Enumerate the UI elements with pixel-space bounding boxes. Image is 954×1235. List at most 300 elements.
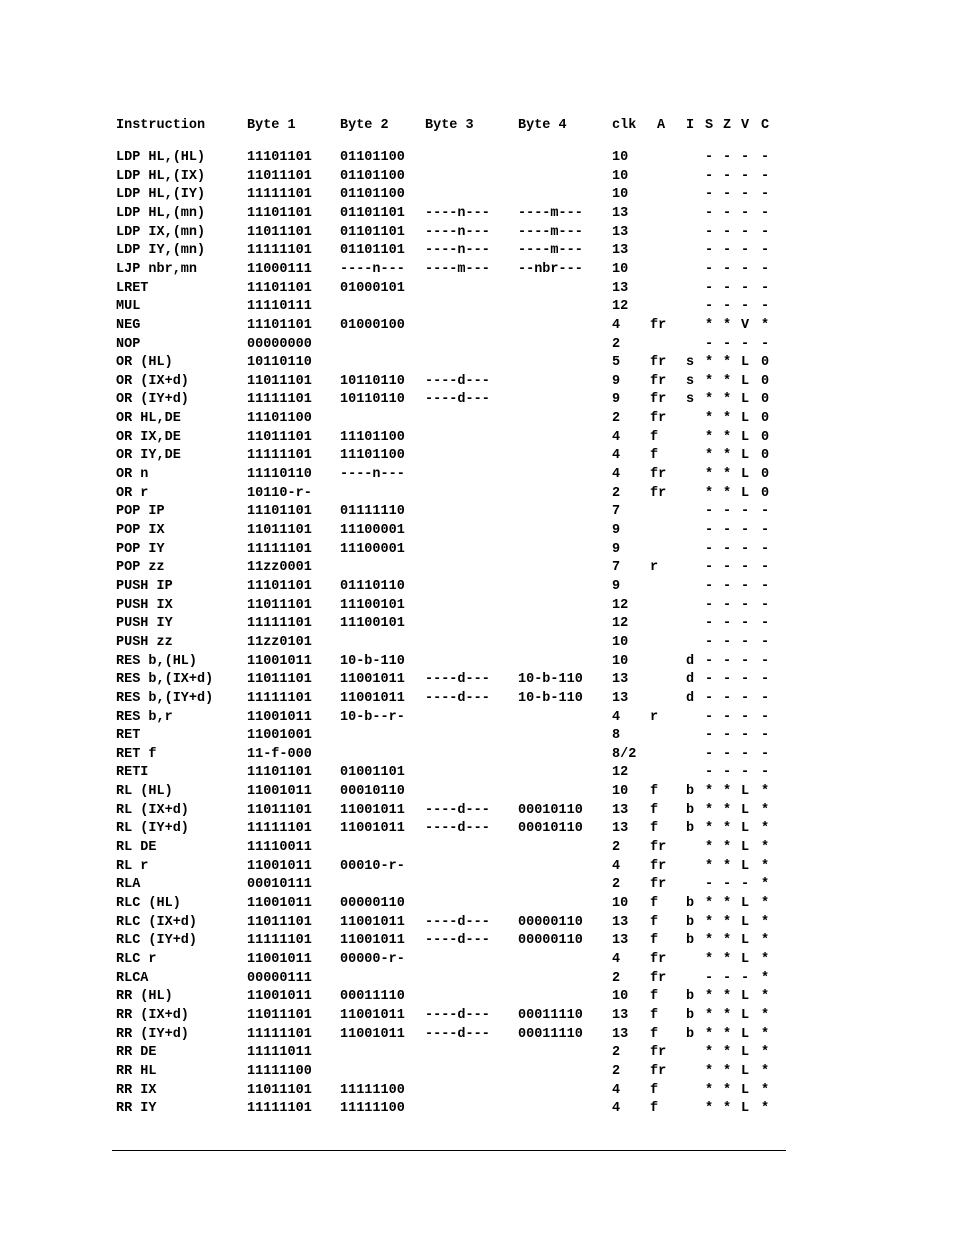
s-flag-cell: * (705, 840, 714, 855)
z-flag-cell: - (723, 746, 732, 762)
z-flag-cell: - (723, 150, 732, 165)
byte1-cell: 11011101 (247, 224, 312, 240)
byte3-cell: ----d--- (425, 933, 490, 949)
byte2-cell: 11111100 (340, 1101, 405, 1117)
instruction-cell: LRET (116, 280, 149, 296)
byte2-cell: 11001011 (340, 933, 405, 949)
v-flag-cell: - (741, 653, 750, 669)
c-flag-cell: 0 (761, 411, 770, 427)
byte3-cell: ----m--- (425, 261, 490, 277)
byte4-cell: 00010110 (518, 821, 583, 837)
table-row (0, 522, 954, 540)
instruction-cell: OR r (116, 485, 149, 501)
table-row (0, 671, 954, 689)
table-row (0, 839, 954, 857)
table-row (0, 447, 954, 465)
z-flag-cell: - (723, 280, 732, 296)
v-flag-cell: - (741, 541, 750, 557)
z-flag-cell: * (723, 914, 732, 930)
byte1-cell: 11111101 (247, 392, 312, 408)
byte1-cell: 11011101 (247, 373, 312, 389)
header-c: C (761, 118, 770, 133)
s-flag-cell: - (705, 261, 714, 277)
v-flag-cell: - (741, 187, 750, 203)
c-flag-cell: 0 (761, 392, 770, 408)
clk-cell: 10 (612, 989, 629, 1005)
table-row (0, 914, 954, 932)
byte2-cell: 01101101 (340, 243, 405, 259)
v-flag-cell: - (741, 299, 750, 315)
a-flag-cell: f (650, 784, 659, 800)
byte2-cell: 10-b-110 (340, 653, 405, 669)
clk-cell: 4 (612, 429, 621, 445)
z-flag-cell: * (723, 951, 732, 967)
v-flag-cell: - (741, 690, 750, 706)
s-flag-cell: * (705, 933, 714, 949)
byte1-cell: 11011101 (247, 597, 312, 613)
c-flag-cell: * (761, 802, 770, 818)
clk-cell: 4 (612, 448, 621, 464)
v-flag-cell: L (741, 467, 750, 482)
clk-cell: 9 (612, 392, 621, 408)
instruction-cell: RR (HL) (116, 989, 173, 1005)
s-flag-cell: * (705, 1007, 714, 1023)
byte4-cell: 00000110 (518, 914, 583, 930)
instruction-cell: POP zz (116, 560, 165, 576)
v-flag-cell: - (741, 597, 750, 613)
byte1-cell: 11111101 (247, 821, 312, 837)
header-v: V (741, 118, 750, 133)
table-row (0, 354, 954, 372)
s-flag-cell: - (705, 728, 714, 744)
byte4-cell: ----m--- (518, 224, 583, 240)
byte2-cell: 11100001 (340, 541, 405, 557)
clk-cell: 9 (612, 373, 621, 389)
table-row (0, 764, 954, 782)
table-row (0, 242, 954, 260)
z-flag-cell: - (723, 765, 732, 781)
v-flag-cell: L (741, 1007, 750, 1023)
table-header (0, 117, 954, 135)
clk-cell: 13 (612, 1026, 629, 1042)
instruction-cell: RLCA (116, 970, 149, 986)
v-flag-cell: L (741, 355, 750, 371)
s-flag-cell: - (705, 970, 714, 986)
byte1-cell: 11zz0001 (247, 560, 312, 576)
z-flag-cell: - (723, 504, 732, 520)
byte1-cell: 11011101 (247, 429, 312, 445)
z-flag-cell: * (723, 821, 732, 837)
byte1-cell: 11101101 (247, 765, 312, 781)
byte1-cell: 11101101 (247, 205, 312, 221)
clk-cell: 10 (612, 261, 629, 277)
c-flag-cell: - (761, 653, 770, 669)
clk-cell: 10 (612, 634, 629, 650)
v-flag-cell: - (741, 280, 750, 296)
clk-cell: 9 (612, 541, 621, 557)
byte1-cell: 11011101 (247, 1007, 312, 1023)
instruction-cell: RES b,(HL) (116, 653, 198, 669)
s-flag-cell: - (705, 579, 714, 594)
i-flag-cell: s (686, 373, 695, 389)
s-flag-cell: * (705, 951, 714, 967)
table-row (0, 373, 954, 391)
byte1-cell: 11-f-000 (247, 746, 312, 762)
table-row (0, 876, 954, 894)
v-flag-cell: L (741, 933, 750, 949)
c-flag-cell: * (761, 1026, 770, 1042)
a-flag-cell: f (650, 989, 659, 1005)
table-row (0, 429, 954, 447)
byte1-cell: 11111101 (247, 933, 312, 949)
s-flag-cell: - (705, 541, 714, 557)
byte1-cell: 11111101 (247, 187, 312, 203)
z-flag-cell: - (723, 243, 732, 259)
byte3-cell: ----n--- (425, 224, 490, 240)
clk-cell: 2 (612, 336, 621, 352)
s-flag-cell: * (705, 411, 714, 427)
z-flag-cell: * (723, 784, 732, 800)
s-flag-cell: - (705, 634, 714, 650)
v-flag-cell: - (741, 150, 750, 165)
table-row (0, 559, 954, 577)
byte2-cell: 11100101 (340, 597, 405, 613)
instruction-cell: LDP HL,(IY) (116, 187, 206, 203)
byte3-cell: ----d--- (425, 914, 490, 930)
z-flag-cell: * (723, 933, 732, 949)
clk-cell: 8 (612, 728, 621, 744)
v-flag-cell: L (741, 821, 750, 837)
clk-cell: 10 (612, 187, 629, 203)
instruction-cell: OR HL,DE (116, 411, 181, 427)
c-flag-cell: * (761, 858, 770, 874)
table-row (0, 578, 954, 596)
v-flag-cell: L (741, 411, 750, 427)
byte2-cell: 11001011 (340, 914, 405, 930)
instruction-cell: LDP IY,(mn) (116, 243, 206, 259)
s-flag-cell: - (705, 597, 714, 613)
i-flag-cell: b (686, 989, 695, 1005)
byte2-cell: 01101100 (340, 168, 405, 184)
c-flag-cell: * (761, 317, 770, 333)
instruction-cell: RR HL (116, 1063, 157, 1079)
i-flag-cell: b (686, 896, 695, 911)
a-flag-cell: fr (650, 951, 667, 967)
byte1-cell: 11001011 (247, 653, 312, 669)
byte2-cell: 00010110 (340, 784, 405, 800)
v-flag-cell: - (741, 224, 750, 240)
v-flag-cell: L (741, 951, 750, 967)
clk-cell: 9 (612, 579, 621, 594)
i-flag-cell: b (686, 784, 695, 800)
c-flag-cell: * (761, 877, 770, 893)
header-byte2: Byte 2 (340, 118, 389, 133)
byte2-cell: 10-b--r- (340, 709, 405, 725)
z-flag-cell: - (723, 261, 732, 277)
byte1-cell: 11000111 (247, 261, 312, 277)
a-flag-cell: f (650, 821, 659, 837)
v-flag-cell: V (741, 317, 750, 333)
byte1-cell: 11001011 (247, 709, 312, 725)
v-flag-cell: - (741, 261, 750, 277)
clk-cell: 13 (612, 690, 629, 706)
v-flag-cell: - (741, 523, 750, 538)
s-flag-cell: - (705, 523, 714, 538)
table-row (0, 280, 954, 298)
clk-cell: 9 (612, 523, 621, 538)
byte2-cell: 11101100 (340, 448, 405, 464)
z-flag-cell: - (723, 709, 732, 725)
byte1-cell: 11111101 (247, 448, 312, 464)
s-flag-cell: - (705, 560, 714, 576)
s-flag-cell: - (705, 504, 714, 520)
c-flag-cell: - (761, 243, 770, 259)
z-flag-cell: - (723, 616, 732, 632)
v-flag-cell: L (741, 802, 750, 818)
v-flag-cell: - (741, 560, 750, 576)
v-flag-cell: - (741, 168, 750, 184)
byte2-cell: 11100101 (340, 616, 405, 632)
table-row (0, 224, 954, 242)
z-flag-cell: * (723, 411, 732, 427)
table-row (0, 1044, 954, 1062)
instruction-cell: RL r (116, 858, 149, 874)
byte1-cell: 11111101 (247, 1101, 312, 1117)
byte1-cell: 11101101 (247, 317, 312, 333)
table-row (0, 1063, 954, 1081)
z-flag-cell: - (723, 205, 732, 221)
byte4-cell: ----m--- (518, 243, 583, 259)
clk-cell: 4 (612, 1082, 621, 1098)
z-flag-cell: - (723, 299, 732, 315)
clk-cell: 13 (612, 914, 629, 930)
byte1-cell: 11111101 (247, 616, 312, 632)
v-flag-cell: - (741, 579, 750, 594)
c-flag-cell: * (761, 1082, 770, 1098)
v-flag-cell: L (741, 1026, 750, 1042)
table-row (0, 261, 954, 279)
byte3-cell: ----d--- (425, 821, 490, 837)
clk-cell: 13 (612, 224, 629, 240)
clk-cell: 4 (612, 951, 621, 967)
header-byte3: Byte 3 (425, 118, 474, 133)
table-row (0, 149, 954, 167)
v-flag-cell: - (741, 672, 750, 688)
instruction-cell: RR (IX+d) (116, 1007, 189, 1023)
c-flag-cell: - (761, 746, 770, 762)
i-flag-cell: b (686, 914, 695, 930)
clk-cell: 2 (612, 485, 621, 501)
byte1-cell: 11110110 (247, 467, 312, 482)
z-flag-cell: * (723, 802, 732, 818)
byte3-cell: ----d--- (425, 802, 490, 818)
byte4-cell: 00010110 (518, 802, 583, 818)
header-byte4: Byte 4 (518, 118, 567, 133)
s-flag-cell: * (705, 373, 714, 389)
a-flag-cell: fr (650, 840, 667, 855)
instruction-cell: OR IX,DE (116, 429, 181, 445)
s-flag-cell: * (705, 467, 714, 482)
s-flag-cell: * (705, 1045, 714, 1061)
byte1-cell: 11111101 (247, 690, 312, 706)
table-row (0, 1100, 954, 1118)
instruction-cell: RL (IX+d) (116, 802, 189, 818)
table-row (0, 970, 954, 988)
s-flag-cell: * (705, 802, 714, 818)
a-flag-cell: fr (650, 467, 667, 482)
clk-cell: 4 (612, 317, 621, 333)
clk-cell: 10 (612, 168, 629, 184)
table-row (0, 820, 954, 838)
byte1-cell: 11110011 (247, 840, 312, 855)
table-row (0, 858, 954, 876)
s-flag-cell: - (705, 205, 714, 221)
table-row (0, 932, 954, 950)
v-flag-cell: - (741, 634, 750, 650)
instruction-cell: POP IX (116, 523, 165, 538)
c-flag-cell: * (761, 1045, 770, 1061)
table-row (0, 1026, 954, 1044)
z-flag-cell: * (723, 989, 732, 1005)
i-flag-cell: d (686, 690, 695, 706)
header-instruction: Instruction (116, 118, 206, 133)
c-flag-cell: - (761, 634, 770, 650)
v-flag-cell: - (741, 746, 750, 762)
a-flag-cell: fr (650, 1063, 667, 1079)
i-flag-cell: d (686, 672, 695, 688)
clk-cell: 13 (612, 243, 629, 259)
c-flag-cell: - (761, 560, 770, 576)
byte2-cell: 11001011 (340, 1007, 405, 1023)
z-flag-cell: - (723, 728, 732, 744)
z-flag-cell: * (723, 858, 732, 874)
instruction-cell: RLC (IX+d) (116, 914, 198, 930)
z-flag-cell: * (723, 429, 732, 445)
byte2-cell: 00000110 (340, 896, 405, 911)
z-flag-cell: - (723, 634, 732, 650)
byte1-cell: 11001011 (247, 989, 312, 1005)
c-flag-cell: - (761, 672, 770, 688)
table-row (0, 298, 954, 316)
byte3-cell: ----d--- (425, 690, 490, 706)
a-flag-cell: f (650, 429, 659, 445)
byte4-cell: 00011110 (518, 1007, 583, 1023)
v-flag-cell: L (741, 784, 750, 800)
s-flag-cell: * (705, 317, 714, 333)
byte1-cell: 11011101 (247, 1082, 312, 1098)
byte1-cell: 11111011 (247, 1045, 312, 1061)
table-row (0, 709, 954, 727)
z-flag-cell: * (723, 1082, 732, 1098)
s-flag-cell: - (705, 653, 714, 669)
clk-cell: 2 (612, 411, 621, 427)
byte3-cell: ----d--- (425, 1026, 490, 1042)
z-flag-cell: - (723, 672, 732, 688)
instruction-cell: PUSH IP (116, 579, 173, 594)
table-row (0, 485, 954, 503)
c-flag-cell: * (761, 970, 770, 986)
z-flag-cell: - (723, 168, 732, 184)
byte1-cell: 00000000 (247, 336, 312, 352)
z-flag-cell: * (723, 1026, 732, 1042)
a-flag-cell: fr (650, 373, 667, 389)
byte2-cell: 11001011 (340, 1026, 405, 1042)
c-flag-cell: 0 (761, 467, 770, 482)
v-flag-cell: L (741, 1063, 750, 1079)
a-flag-cell: fr (650, 877, 667, 893)
a-flag-cell: fr (650, 1045, 667, 1061)
z-flag-cell: - (723, 224, 732, 240)
byte2-cell: 11001011 (340, 821, 405, 837)
v-flag-cell: - (741, 616, 750, 632)
clk-cell: 13 (612, 821, 629, 837)
instruction-cell: RL DE (116, 840, 157, 855)
byte2-cell: 11001011 (340, 802, 405, 818)
s-flag-cell: * (705, 896, 714, 911)
clk-cell: 12 (612, 616, 629, 632)
s-flag-cell: * (705, 448, 714, 464)
instruction-cell: OR (IX+d) (116, 373, 189, 389)
clk-cell: 10 (612, 896, 629, 911)
byte2-cell: ----n--- (340, 467, 405, 482)
c-flag-cell: - (761, 728, 770, 744)
z-flag-cell: * (723, 1063, 732, 1079)
clk-cell: 13 (612, 802, 629, 818)
c-flag-cell: * (761, 933, 770, 949)
c-flag-cell: - (761, 299, 770, 315)
header-z: Z (723, 118, 732, 133)
instruction-cell: RLC (HL) (116, 896, 181, 911)
clk-cell: 4 (612, 467, 621, 482)
i-flag-cell: s (686, 355, 695, 371)
byte1-cell: 11011101 (247, 802, 312, 818)
byte4-cell: 00011110 (518, 1026, 583, 1042)
clk-cell: 4 (612, 858, 621, 874)
z-flag-cell: - (723, 523, 732, 538)
c-flag-cell: - (761, 504, 770, 520)
byte1-cell: 00000111 (247, 970, 312, 986)
byte3-cell: ----d--- (425, 672, 490, 688)
byte1-cell: 11101101 (247, 579, 312, 594)
a-flag-cell: r (650, 560, 659, 576)
s-flag-cell: - (705, 187, 714, 203)
clk-cell: 12 (612, 597, 629, 613)
clk-cell: 10 (612, 784, 629, 800)
byte1-cell: 11101100 (247, 411, 312, 427)
s-flag-cell: * (705, 429, 714, 445)
instruction-cell: RR DE (116, 1045, 157, 1061)
c-flag-cell: - (761, 168, 770, 184)
z-flag-cell: * (723, 448, 732, 464)
header-a: A (657, 118, 666, 133)
instruction-cell: RES b,r (116, 709, 173, 725)
clk-cell: 5 (612, 355, 621, 371)
table-row (0, 1007, 954, 1025)
a-flag-cell: fr (650, 970, 667, 986)
instruction-cell: RLA (116, 877, 141, 893)
s-flag-cell: - (705, 616, 714, 632)
instruction-cell: PUSH IX (116, 597, 173, 613)
s-flag-cell: - (705, 672, 714, 688)
v-flag-cell: L (741, 485, 750, 501)
v-flag-cell: L (741, 429, 750, 445)
c-flag-cell: * (761, 840, 770, 855)
i-flag-cell: s (686, 392, 695, 408)
c-flag-cell: * (761, 821, 770, 837)
s-flag-cell: * (705, 485, 714, 501)
byte4-cell: 10-b-110 (518, 672, 583, 688)
byte2-cell: ----n--- (340, 261, 405, 277)
